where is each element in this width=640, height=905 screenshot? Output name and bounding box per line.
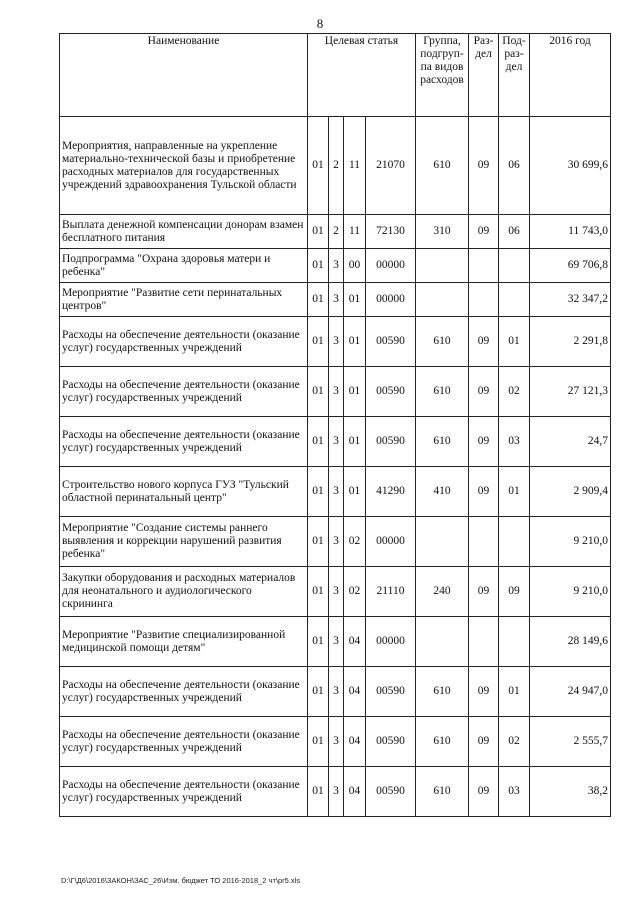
- cell-subsection: 03: [499, 767, 530, 817]
- cell-c2: 3: [329, 567, 344, 617]
- cell-section: [469, 517, 499, 567]
- cell-c3: 04: [344, 617, 366, 667]
- cell-group: [416, 249, 469, 283]
- cell-group: 610: [416, 417, 469, 467]
- cell-c2: 3: [329, 417, 344, 467]
- cell-c1: 01: [308, 467, 329, 517]
- cell-c2: 3: [329, 667, 344, 717]
- table-row: [60, 767, 611, 817]
- cell-c3: 00: [344, 249, 366, 283]
- cell-name: Расходы на обеспечение деятельности (оказание услуг) государственных учреждений: [60, 367, 308, 417]
- cell-c2: 2: [329, 215, 344, 249]
- table-row: [60, 367, 611, 417]
- cell-c4: 00000: [366, 617, 416, 667]
- cell-c4: 00590: [366, 717, 416, 767]
- cell-c3: 11: [344, 117, 366, 215]
- table-row: [60, 317, 611, 367]
- cell-amount: 32 347,2: [530, 283, 611, 317]
- cell-section: 09: [469, 767, 499, 817]
- cell-c3: 04: [344, 767, 366, 817]
- cell-amount: 69 706,8: [530, 249, 611, 283]
- cell-section: 09: [469, 467, 499, 517]
- cell-subsection: [499, 517, 530, 567]
- cell-name: Мероприятие "Создание системы раннего выявления и коррекции нарушений развития ребенка": [60, 517, 308, 567]
- cell-c2: 3: [329, 617, 344, 667]
- cell-c1: 01: [308, 617, 329, 667]
- cell-group: 610: [416, 717, 469, 767]
- cell-section: 09: [469, 317, 499, 367]
- cell-section: 09: [469, 117, 499, 215]
- header-subsection: Под-раз-дел: [499, 34, 530, 117]
- cell-c4: 21110: [366, 567, 416, 617]
- cell-amount: 9 210,0: [530, 517, 611, 567]
- cell-c2: 3: [329, 467, 344, 517]
- cell-group: 610: [416, 367, 469, 417]
- cell-group: 610: [416, 317, 469, 367]
- cell-subsection: 06: [499, 215, 530, 249]
- table-row: [60, 249, 611, 283]
- cell-c2: 3: [329, 317, 344, 367]
- table-body: [60, 117, 611, 817]
- cell-c4: 00590: [366, 767, 416, 817]
- cell-c1: 01: [308, 367, 329, 417]
- cell-name: Расходы на обеспечение деятельности (оказание услуг) государственных учреждений: [60, 767, 308, 817]
- cell-c2: 3: [329, 249, 344, 283]
- cell-subsection: 02: [499, 717, 530, 767]
- cell-group: [416, 617, 469, 667]
- page-number: 8: [316, 16, 324, 31]
- cell-amount: 9 210,0: [530, 567, 611, 617]
- cell-c2: 3: [329, 367, 344, 417]
- cell-amount: 11 743,0: [530, 215, 611, 249]
- cell-subsection: [499, 249, 530, 283]
- cell-name: Закупки оборудования и расходных материалов для неонатального и аудиологического скрининга: [60, 567, 308, 617]
- cell-c2: 3: [329, 517, 344, 567]
- cell-c4: 00590: [366, 667, 416, 717]
- cell-name: Мероприятие "Развитие сети перинатальных центров": [60, 283, 308, 317]
- table-row: [60, 215, 611, 249]
- table-row: [60, 667, 611, 717]
- cell-group: [416, 517, 469, 567]
- cell-c3: 04: [344, 667, 366, 717]
- table-row: [60, 467, 611, 517]
- cell-c1: 01: [308, 417, 329, 467]
- cell-c1: 01: [308, 283, 329, 317]
- header-name: Наименование: [60, 34, 308, 117]
- cell-group: 240: [416, 567, 469, 617]
- cell-amount: 24,7: [530, 417, 611, 467]
- cell-subsection: 06: [499, 117, 530, 215]
- cell-c2: 2: [329, 117, 344, 215]
- table-row: [60, 567, 611, 617]
- cell-section: 09: [469, 567, 499, 617]
- cell-subsection: [499, 617, 530, 667]
- table-row: [60, 517, 611, 567]
- cell-c4: 41290: [366, 467, 416, 517]
- cell-c1: 01: [308, 249, 329, 283]
- cell-amount: 30 699,6: [530, 117, 611, 215]
- table-row: [60, 283, 611, 317]
- cell-amount: 2 909,4: [530, 467, 611, 517]
- header-section: Раз-дел: [469, 34, 499, 117]
- cell-section: [469, 617, 499, 667]
- cell-c1: 01: [308, 567, 329, 617]
- cell-subsection: 09: [499, 567, 530, 617]
- cell-name: Подпрограмма "Охрана здоровья матери и ребенка": [60, 249, 308, 283]
- cell-c3: 01: [344, 417, 366, 467]
- header-target: Целевая статья: [308, 34, 416, 117]
- cell-group: 410: [416, 467, 469, 517]
- cell-c1: 01: [308, 717, 329, 767]
- header-group: Группа, подгруп-па видов расходов: [416, 34, 469, 117]
- table-row: [60, 417, 611, 467]
- cell-c3: 11: [344, 215, 366, 249]
- cell-c2: 3: [329, 283, 344, 317]
- cell-subsection: 01: [499, 467, 530, 517]
- file-path-footer: D:\Г\Д6\2016\ЗАКОН\ЗАС_26\Изм. бюджет ТО 2016-2018_2 чт\pr5.xls: [61, 876, 301, 885]
- cell-name: Расходы на обеспечение деятельности (оказание услуг) государственных учреждений: [60, 667, 308, 717]
- cell-c4: 00000: [366, 249, 416, 283]
- cell-c4: 00000: [366, 283, 416, 317]
- cell-group: 610: [416, 767, 469, 817]
- cell-section: 09: [469, 215, 499, 249]
- table-header-row: [60, 34, 611, 117]
- cell-c3: 04: [344, 717, 366, 767]
- budget-table: [59, 33, 611, 817]
- cell-section: 09: [469, 667, 499, 717]
- cell-name: Строительство нового корпуса ГУЗ "Тульский областной перинатальный центр": [60, 467, 308, 517]
- cell-name: Расходы на обеспечение деятельности (оказание услуг) государственных учреждений: [60, 317, 308, 367]
- cell-c3: 02: [344, 517, 366, 567]
- cell-section: [469, 249, 499, 283]
- cell-c3: 02: [344, 567, 366, 617]
- cell-name: Расходы на обеспечение деятельности (оказание услуг) государственных учреждений: [60, 717, 308, 767]
- cell-c4: 00590: [366, 367, 416, 417]
- cell-amount: 24 947,0: [530, 667, 611, 717]
- cell-c4: 21070: [366, 117, 416, 215]
- cell-c1: 01: [308, 317, 329, 367]
- cell-amount: 38,2: [530, 767, 611, 817]
- cell-subsection: 03: [499, 417, 530, 467]
- table-row: [60, 717, 611, 767]
- cell-subsection: 01: [499, 667, 530, 717]
- cell-name: Расходы на обеспечение деятельности (оказание услуг) государственных учреждений: [60, 417, 308, 467]
- cell-c2: 3: [329, 767, 344, 817]
- cell-group: 310: [416, 215, 469, 249]
- cell-subsection: [499, 283, 530, 317]
- cell-c3: 01: [344, 467, 366, 517]
- cell-subsection: 01: [499, 317, 530, 367]
- cell-name: Выплата денежной компенсации донорам взамен бесплатного питания: [60, 215, 308, 249]
- cell-amount: 2 555,7: [530, 717, 611, 767]
- cell-c4: 00000: [366, 517, 416, 567]
- cell-group: 610: [416, 117, 469, 215]
- cell-section: [469, 283, 499, 317]
- cell-name: Мероприятия, направленные на укрепление материально-технической базы и приобретение расходных материалов для государственных учреждений здравоохранения Тульской области: [60, 117, 308, 215]
- cell-c3: 01: [344, 283, 366, 317]
- cell-amount: 2 291,8: [530, 317, 611, 367]
- cell-c4: 00590: [366, 417, 416, 467]
- cell-group: [416, 283, 469, 317]
- cell-section: 09: [469, 717, 499, 767]
- cell-section: 09: [469, 367, 499, 417]
- cell-c3: 01: [344, 367, 366, 417]
- table-row: [60, 617, 611, 667]
- cell-c2: 3: [329, 717, 344, 767]
- cell-c1: 01: [308, 767, 329, 817]
- cell-section: 09: [469, 417, 499, 467]
- cell-amount: 27 121,3: [530, 367, 611, 417]
- table-row: [60, 117, 611, 215]
- cell-c1: 01: [308, 215, 329, 249]
- cell-subsection: 02: [499, 367, 530, 417]
- cell-c1: 01: [308, 667, 329, 717]
- cell-amount: 28 149,6: [530, 617, 611, 667]
- cell-group: 610: [416, 667, 469, 717]
- cell-c3: 01: [344, 317, 366, 367]
- cell-c4: 72130: [366, 215, 416, 249]
- cell-c1: 01: [308, 117, 329, 215]
- cell-name: Мероприятие "Развитие специализированной медицинской помощи детям": [60, 617, 308, 667]
- header-year: 2016 год: [530, 34, 611, 117]
- cell-c1: 01: [308, 517, 329, 567]
- cell-c4: 00590: [366, 317, 416, 367]
